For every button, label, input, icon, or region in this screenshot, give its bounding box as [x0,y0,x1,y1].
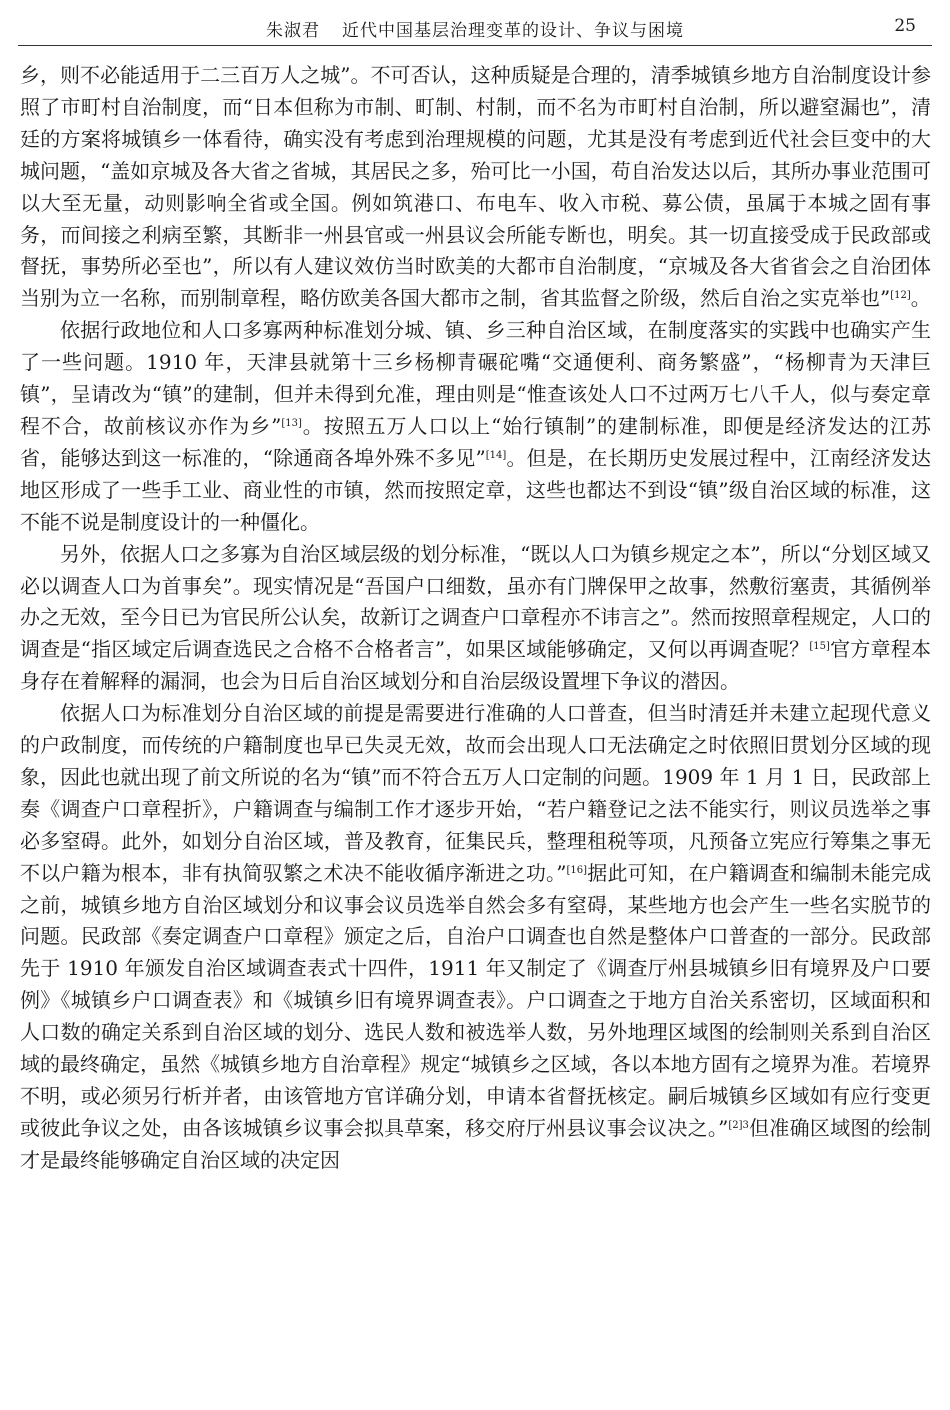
text-run: 据此可知，在户籍调查和编制未能完成之前，城镇乡地方自治区域划分和议事会议员选举自然会多有窒碍，某些地方也会产生一些名实脱节的问题。民政部《奏定调查户口章程》颁定之后，自治户口调查也自然是整体户口普查的一部分。民政部先于 1910 年颁发自治区域调查表式十四件，1911 年又制定了《调查厅州县城镇乡旧有境界及户口要例》《城镇乡户口调查表》和《城镇乡旧有境界调查表》。户口调查之于地方自治关系密切，区域面积和人口数的确定关系到自治区域的划分、选民人数和被选举人数，另外地理区域图的绘制则关系到自治区域的最终确定，虽然《城镇乡地方自治章程》规定“城镇乡之区域，各以本地方固有之境界为准。若境界不明，或必须另行析并者，由该管地方官详确分划，申请本省督抚核定。嗣后城镇乡区域如有应行变更或彼此争议之处，由各该城镇乡议事会拟具草案，移交府厅州县议事会议决之。” [20,860,932,1140]
citation-marker: [15] [809,641,830,653]
text-run: 乡，则不必能适用于二三百万人之城”。不可否认，这种质疑是合理的，清季城镇乡地方自治制度设计参照了市町村自治制度，而“日本但称为市制、町制、村制，而不名为市町村自治制，所以避窒漏也”，清廷的方案将城镇乡一体看待，确实没有考虑到治理规模的问题，尤其是没有考虑到近代社会巨变中的大城问题，“盖如京城及各大省之省城，其居民之多，殆可比一小国，苟自治发达以后，其所办事业范围可以大至无量，动则影响全省或全国。例如筑港口、布电车、收入市税、募公债，虽属于本城之固有事务，而间接之利病至繁，其断非一州县官或一州县议会所能专断也，明矣。其一切直接受成于民政部或督抚，事势所必至也”，所以有人建议效仿当时欧美的大都市自治制度，“京城及各大省省会之自治团体当别为立一名称，而别制章程，略仿欧美各国大都市之制，省其监督之阶级，然后自治之实克举也” [20,63,931,311]
page-number: 25 [894,16,916,36]
text-run: 依据人口为标准划分自治区域的前提是需要进行准确的人口普查，但当时清廷并未建立起现代意义的户政制度，而传统的户籍制度也早已失灵无效，故而会出现人口无法确定之时依照旧贯划分区域的现象，因此也就出现了前文所说的名为“镇”而不符合五万人口定制的问题。1909 年 1 月 1 日，民政部上奏《调查户口章程折》，户籍调查与编制工作才逐步开始，“若户籍登记之法不能实行，则议员选举之事必多窒碍。此外，如划分自治区域，普及教育，征集民兵，整理租税等项，凡预备立宪应行筹集之事无不以户籍为根本，非有执简驭繁之术决不能收循序渐进之功。” [20,701,931,885]
paragraph [20,698,931,1177]
text-run: 依据行政地位和人口多寡两种标准划分城、镇、乡三种自治区域，在制度落实的实践中也确实产生了一些问题。1910 年，天津县就第十三乡杨柳青碾砣嘴“交通便利、商务繁盛”，“杨柳青为天津巨镇”，呈请改为“镇”的建制，但并未得到允准，理由则是“惟查该处人口不过两万七八千人，似与奏定章程不合，故前核议亦作为乡” [20,318,931,438]
text-run: 。 [910,286,931,311]
paragraph [20,60,931,315]
author-name: 朱淑君 [266,21,320,41]
text-run: 。但是，在长期历史发展过程中，江南经济发达地区形成了一些手工业、商业性的市镇，然而按照定章，这些也都达不到设“镇”级自治区域的标准，这不能不说是制度设计的一种僵化。 [20,445,931,534]
text-run: 。按照五万人口以上“始行镇制”的建制标准，即便是经济发达的江苏省，能够达到这一标准的，“除通商各埠外殊不多见” [20,413,931,470]
paragraph [20,539,931,699]
body-text [20,60,931,1177]
text-run: 另外，依据人口之多寡为自治区域层级的划分标准，“既以人口为镇乡规定之本”，所以“分划区域又必以调查人口为首事矣”。现实情况是“吾国户口细数，虽亦有门牌保甲之故事，然敷衍塞责，其循例举办之无效，至今日已为官民所公认矣，故新订之调查户口章程亦不讳言之”。然而按照章程规定，人口的调查是“指区域定后调查选民之合格不合格者言”，如果区域能够确定，又何以再调查呢？ [20,541,931,662]
citation-marker: [13] [281,417,302,429]
text-run: 但准确区域图的绘制才是最终能够确定自治区域的决定因 [20,1115,931,1172]
paragraph [20,315,931,538]
citation-marker: [2]3 [728,1119,749,1131]
citation-marker: [14] [485,449,507,461]
article-title: 近代中国基层治理变革的设计、争议与困境 [342,21,684,41]
text-run: 官方章程本身存在着解释的漏洞，也会为日后自治区域划分和自治层级设置埋下争议的潜因。 [20,637,932,694]
header-rule [18,45,932,46]
running-header [0,0,950,46]
citation-marker: [16] [566,864,588,876]
citation-marker: [12] [890,290,911,302]
running-title [0,16,950,41]
